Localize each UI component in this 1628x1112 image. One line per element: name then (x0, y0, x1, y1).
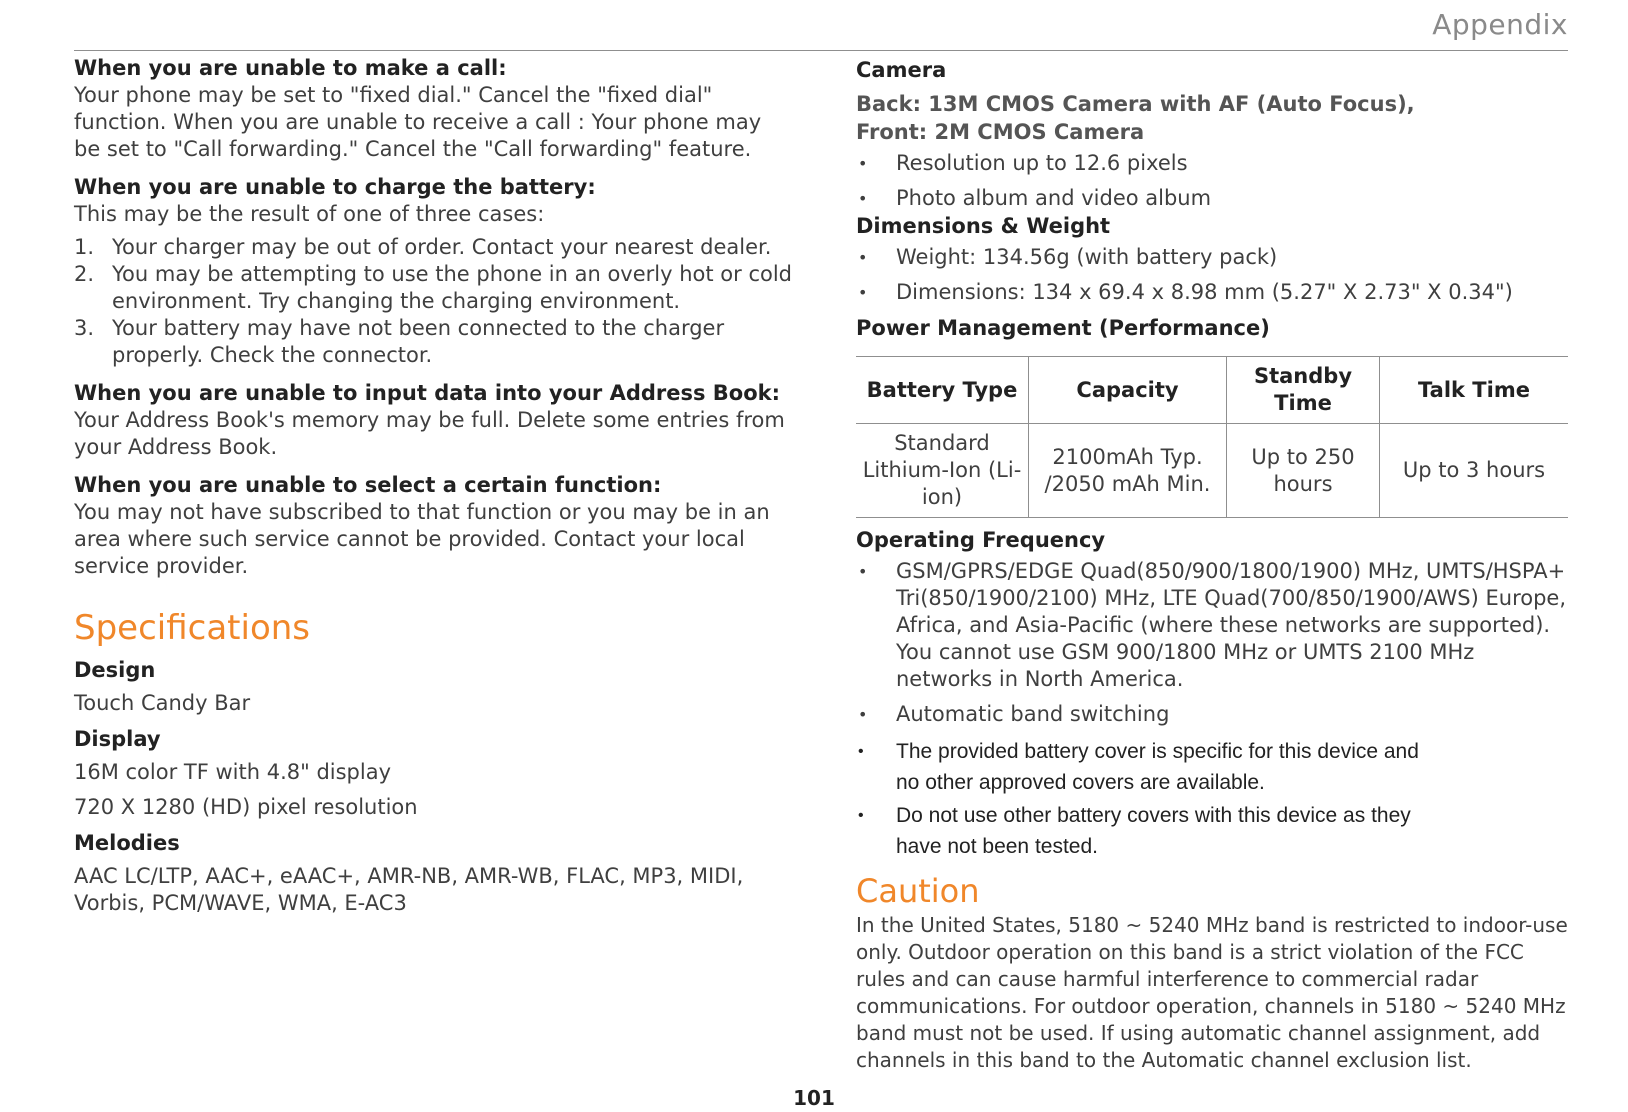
list-number: 3. (74, 316, 95, 340)
frequency-bullets (856, 558, 1568, 728)
bullet-icon: • (858, 743, 864, 760)
list-text: You may be attempting to use the phone in an overly hot or cold environment. Try changing the charging environment. (112, 262, 793, 313)
bullet-icon: • (858, 189, 868, 208)
left-column (74, 54, 794, 925)
caution-body: In the United States, 5180 ~ 5240 MHz band is restricted to indoor-use only. Outdoor operation on this band is a strict violation of the FCC rules and can cause harmful interference to commercial radar communications. For outdoor operation, channels in 5180 ~ 5240 MHz band must not be used. If using automatic channel assignment, add channels in this band to the Automatic channel exclusion list. (856, 913, 1568, 1072)
list-item (856, 279, 1568, 306)
table-header-cell: Talk Time (1380, 357, 1569, 424)
page-number: 101 (793, 1086, 835, 1110)
page-header-title: Appendix (1432, 8, 1568, 41)
section-body: You may not have subscribed to that function or you may be in an area where such service cannot be provided. Contact your local service provider. (74, 500, 770, 578)
melodies-heading: Melodies (74, 831, 180, 855)
section-body: Your phone may be set to "fixed dial." Cancel the "fixed dial" function. When you are unable to receive a call : Your phone may be set to "Call forwarding." Cancel the "Call forwarding" feature. (74, 83, 762, 161)
section-body: This may be the result of one of three cases: (74, 202, 545, 226)
dimensions-bullets (856, 244, 1568, 306)
camera-subheading-2: Front: 2M CMOS Camera (856, 120, 1145, 144)
trouble-battery-section (74, 173, 794, 369)
section-heading: When you are unable to input data into your Address Book: (74, 381, 781, 405)
design-value: Touch Candy Bar (74, 691, 251, 715)
list-item (856, 701, 1568, 728)
table-cell: Up to 3 hours (1402, 458, 1546, 482)
list-item (856, 150, 1568, 177)
table-cell: 2100mAh Typ. /2050 mAh Min. (1029, 424, 1227, 518)
table-header-cell: Capacity (1029, 357, 1227, 424)
trouble-call-section (74, 54, 794, 163)
list-text: Automatic band switching (896, 702, 1170, 726)
display-heading: Display (74, 727, 161, 751)
bullet-icon: • (858, 248, 868, 267)
display-value-1: 16M color TF with 4.8" display (74, 760, 392, 784)
trouble-addressbook-section (74, 379, 794, 461)
table-cell: Up to 250 hours (1227, 424, 1380, 518)
table-header-row (856, 357, 1568, 424)
list-item (74, 261, 794, 315)
camera-heading: Camera (856, 58, 947, 82)
list-text: GSM/GPRS/EDGE Quad(850/900/1800/1900) MHz, UMTS/HSPA+ Tri(850/1900/2100) MHz, LTE Quad(700/850/1900/AWS) Europe, Africa, and Asia-Pacific (where these networks are supported). You cannot use GSM 900/1800 MHz or UMTS 2100 MHz networks in North America. (896, 559, 1567, 691)
numbered-list (74, 234, 794, 369)
camera-bullets (856, 150, 1568, 212)
header-divider (74, 50, 1568, 51)
list-text: Do not use other battery covers with this device as they have not been tested. (896, 804, 1411, 858)
list-item (856, 244, 1568, 271)
bullet-icon: • (858, 705, 868, 724)
section-heading: When you are unable to select a certain function: (74, 473, 662, 497)
section-heading: When you are unable to make a call: (74, 56, 507, 80)
bullet-icon: • (858, 283, 868, 302)
melodies-value: AAC LC/LTP, AAC+, eAAC+, AMR-NB, AMR-WB, FLAC, MP3, MIDI, Vorbis, PCM/WAVE, WMA, E-AC3 (74, 864, 744, 915)
list-text: Photo album and video album (896, 186, 1212, 210)
power-heading: Power Management (Performance) (856, 316, 1270, 340)
specifications-title: Specifications (74, 608, 311, 648)
display-value-2: 720 X 1280 (HD) pixel resolution (74, 795, 418, 819)
table-header-cell: Battery Type (856, 357, 1029, 424)
caution-title: Caution (856, 872, 980, 910)
power-table (856, 356, 1568, 518)
list-item (856, 800, 1568, 862)
table-header-cell: Standby Time (1227, 357, 1380, 424)
list-number: 2. (74, 262, 95, 286)
section-body: Your Address Book's memory may be full. Delete some entries from your Address Book. (74, 408, 785, 459)
list-item (856, 736, 1568, 798)
section-heading: When you are unable to charge the battery: (74, 175, 596, 199)
list-number: 1. (74, 235, 95, 259)
list-item (74, 234, 794, 261)
list-text: Your charger may be out of order. Contact your nearest dealer. (112, 235, 772, 259)
dimensions-heading: Dimensions & Weight (856, 214, 1111, 238)
list-text: Dimensions: 134 x 69.4 x 8.98 mm (5.27" X 2.73" X 0.34") (896, 280, 1513, 304)
bullet-icon: • (858, 154, 868, 173)
camera-subheading-1: Back: 13M CMOS Camera with AF (Auto Focus), (856, 92, 1415, 116)
list-item (856, 185, 1568, 212)
list-text: The provided battery cover is specific for this device and no other approved covers are available. (896, 740, 1419, 794)
table-cell: Standard Lithium-Ion (Li-ion) (856, 424, 1029, 518)
design-heading: Design (74, 658, 156, 682)
trouble-function-section (74, 471, 794, 580)
right-column (856, 54, 1568, 1074)
bullet-icon: • (858, 807, 864, 824)
bullet-icon: • (858, 562, 868, 581)
list-item (74, 315, 794, 369)
table-row (856, 424, 1568, 518)
battery-cover-notes (856, 736, 1568, 862)
list-text: Weight: 134.56g (with battery pack) (896, 245, 1278, 269)
list-item (856, 558, 1568, 693)
frequency-heading: Operating Frequency (856, 528, 1106, 552)
list-text: Resolution up to 12.6 pixels (896, 151, 1188, 175)
list-text: Your battery may have not been connected to the charger properly. Check the connector. (112, 316, 725, 367)
